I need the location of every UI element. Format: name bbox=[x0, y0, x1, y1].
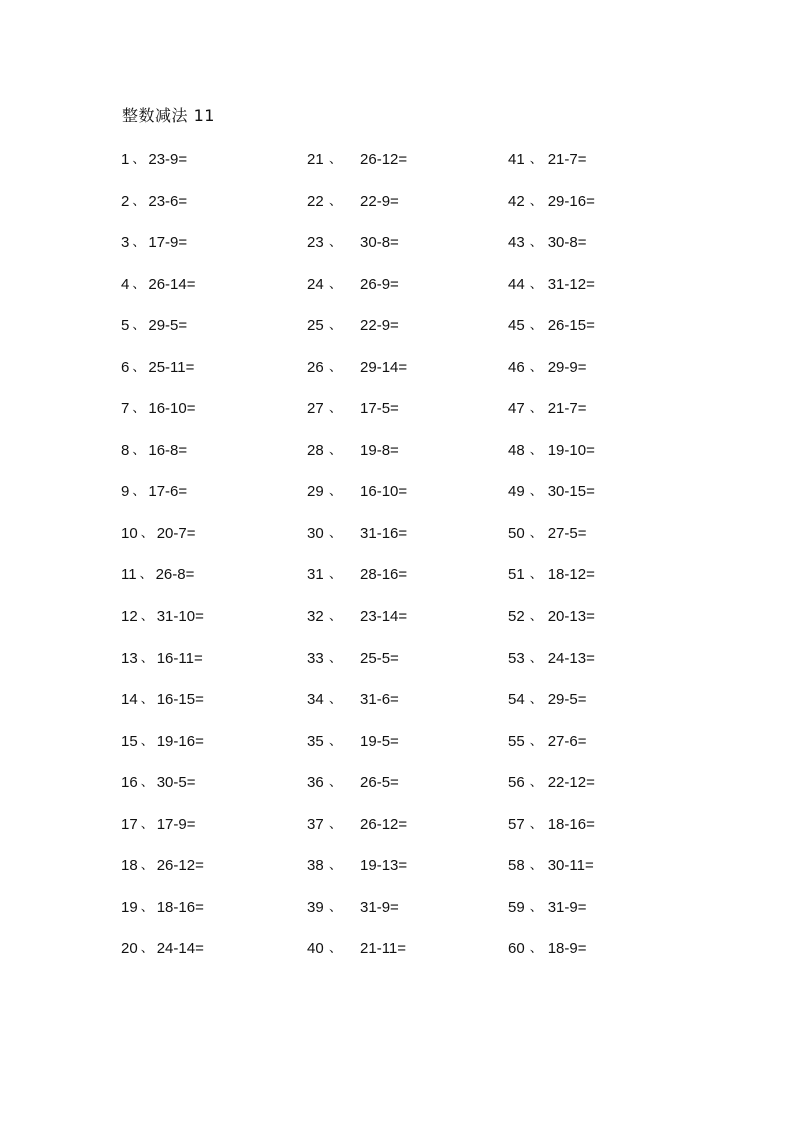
problem-item bbox=[508, 356, 595, 398]
problem-item bbox=[307, 480, 407, 522]
subtraction-expression: 26-12= bbox=[360, 815, 408, 833]
subtraction-expression: 25-11= bbox=[148, 358, 195, 376]
subtraction-expression: 20-13= bbox=[547, 608, 595, 626]
enumeration-comma: 、 bbox=[139, 567, 153, 583]
problem-item bbox=[307, 314, 407, 356]
problem-number: 46 bbox=[508, 358, 525, 376]
enumeration-comma: 、 bbox=[529, 650, 543, 666]
problem-number: 27 bbox=[307, 400, 324, 418]
problem-number: 51 bbox=[508, 566, 525, 584]
problem-number: 40 bbox=[307, 940, 324, 958]
problem-item bbox=[121, 771, 204, 813]
problem-item bbox=[121, 356, 204, 398]
subtraction-expression: 19-8= bbox=[360, 441, 399, 459]
problem-number: 48 bbox=[508, 441, 525, 459]
problem-item bbox=[121, 813, 204, 855]
enumeration-comma: 、 bbox=[529, 152, 543, 167]
enumeration-comma: 、 bbox=[329, 733, 343, 749]
problem-item bbox=[121, 480, 204, 522]
problem-item bbox=[121, 397, 204, 439]
enumeration-comma: 、 bbox=[329, 816, 343, 832]
problem-number: 45 bbox=[508, 317, 525, 335]
problem-number: 13 bbox=[121, 649, 138, 667]
subtraction-expression: 18-16= bbox=[547, 815, 595, 833]
enumeration-comma: 、 bbox=[529, 318, 543, 334]
problem-number: 30 bbox=[307, 524, 324, 542]
worksheet-title: 整数减法 11 bbox=[122, 106, 215, 125]
problem-item bbox=[307, 937, 407, 979]
subtraction-expression: 26-9= bbox=[360, 275, 399, 293]
subtraction-expression: 30-8= bbox=[360, 234, 399, 252]
problem-item bbox=[307, 813, 407, 855]
problem-item bbox=[508, 854, 595, 896]
problem-number: 14 bbox=[121, 691, 138, 709]
problem-number: 57 bbox=[508, 815, 525, 833]
problem-item bbox=[508, 730, 595, 772]
problem-item bbox=[121, 231, 204, 273]
subtraction-expression: 29-5= bbox=[547, 691, 587, 709]
problem-item bbox=[508, 563, 595, 605]
subtraction-expression: 18-16= bbox=[156, 898, 204, 916]
problem-item bbox=[307, 605, 407, 647]
enumeration-comma: 、 bbox=[329, 235, 343, 251]
subtraction-expression: 31-9= bbox=[547, 898, 587, 916]
enumeration-comma: 、 bbox=[329, 442, 343, 458]
enumeration-comma: 、 bbox=[329, 941, 343, 957]
subtraction-expression: 20-7= bbox=[156, 524, 196, 542]
problem-number: 38 bbox=[307, 857, 324, 875]
problem-item bbox=[121, 937, 204, 979]
problem-number: 18 bbox=[121, 857, 138, 875]
problem-number: 12 bbox=[121, 608, 138, 626]
problem-item bbox=[508, 647, 595, 689]
problem-item bbox=[508, 480, 595, 522]
problem-item bbox=[307, 896, 407, 938]
enumeration-comma: 、 bbox=[529, 359, 543, 375]
enumeration-comma: 、 bbox=[329, 567, 343, 583]
enumeration-comma: 、 bbox=[529, 567, 543, 583]
problem-number: 9 bbox=[121, 483, 130, 501]
problem-number: 19 bbox=[121, 898, 138, 916]
problem-number: 21 bbox=[307, 151, 324, 168]
subtraction-expression: 16-15= bbox=[156, 691, 204, 709]
problem-number: 17 bbox=[121, 815, 138, 833]
enumeration-comma: 、 bbox=[329, 609, 343, 625]
problem-number: 44 bbox=[508, 275, 525, 293]
subtraction-expression: 22-9= bbox=[360, 317, 399, 335]
enumeration-comma: 、 bbox=[529, 609, 543, 625]
enumeration-comma: 、 bbox=[132, 401, 146, 417]
enumeration-comma: 、 bbox=[329, 193, 343, 209]
enumeration-comma: 、 bbox=[132, 276, 146, 292]
problem-item bbox=[307, 439, 407, 481]
problem-item bbox=[307, 522, 407, 564]
problem-number: 33 bbox=[307, 649, 324, 667]
enumeration-comma: 、 bbox=[529, 733, 543, 749]
subtraction-expression: 19-16= bbox=[156, 732, 204, 750]
problem-number: 4 bbox=[121, 275, 130, 293]
enumeration-comma: 、 bbox=[140, 609, 154, 625]
subtraction-expression: 21-7= bbox=[547, 400, 587, 418]
subtraction-expression: 18-9= bbox=[547, 940, 587, 958]
subtraction-expression: 22-9= bbox=[360, 192, 399, 210]
problem-number: 39 bbox=[307, 898, 324, 916]
problem-column-3 bbox=[508, 148, 595, 979]
subtraction-expression: 26-14= bbox=[148, 275, 196, 293]
subtraction-expression: 27-5= bbox=[547, 524, 587, 542]
problem-item bbox=[121, 647, 204, 689]
problem-number: 23 bbox=[307, 234, 324, 252]
problem-item bbox=[307, 563, 407, 605]
problem-number: 55 bbox=[508, 732, 525, 750]
subtraction-expression: 27-6= bbox=[547, 732, 587, 750]
enumeration-comma: 、 bbox=[132, 193, 146, 209]
enumeration-comma: 、 bbox=[132, 318, 146, 334]
problem-item bbox=[508, 522, 595, 564]
problem-number: 35 bbox=[307, 732, 324, 750]
enumeration-comma: 、 bbox=[132, 235, 146, 251]
problem-number: 54 bbox=[508, 691, 525, 709]
problem-item bbox=[121, 854, 204, 896]
enumeration-comma: 、 bbox=[529, 276, 543, 292]
enumeration-comma: 、 bbox=[529, 941, 543, 957]
subtraction-expression: 23-14= bbox=[360, 608, 408, 626]
enumeration-comma: 、 bbox=[140, 941, 154, 957]
enumeration-comma: 、 bbox=[132, 484, 146, 500]
problem-item bbox=[121, 148, 204, 190]
subtraction-expression: 23-6= bbox=[148, 192, 188, 210]
problem-item bbox=[508, 314, 595, 356]
enumeration-comma: 、 bbox=[140, 858, 154, 874]
problem-number: 1 bbox=[121, 151, 130, 168]
problem-number: 2 bbox=[121, 192, 130, 210]
subtraction-expression: 29-9= bbox=[547, 358, 587, 376]
problem-column-1 bbox=[121, 148, 204, 979]
subtraction-expression: 29-14= bbox=[360, 358, 408, 376]
subtraction-expression: 29-5= bbox=[148, 317, 188, 335]
subtraction-expression: 26-15= bbox=[547, 317, 595, 335]
problem-number: 8 bbox=[121, 441, 130, 459]
subtraction-expression: 19-5= bbox=[360, 732, 399, 750]
problem-item bbox=[121, 896, 204, 938]
problem-item bbox=[307, 854, 407, 896]
subtraction-expression: 21-11= bbox=[360, 940, 407, 958]
enumeration-comma: 、 bbox=[329, 858, 343, 874]
problem-item bbox=[307, 688, 407, 730]
problem-number: 52 bbox=[508, 608, 525, 626]
subtraction-expression: 19-13= bbox=[360, 857, 408, 875]
enumeration-comma: 、 bbox=[529, 484, 543, 500]
problem-number: 16 bbox=[121, 774, 138, 792]
enumeration-comma: 、 bbox=[132, 359, 146, 375]
problem-number: 20 bbox=[121, 940, 138, 958]
enumeration-comma: 、 bbox=[329, 318, 343, 334]
enumeration-comma: 、 bbox=[529, 816, 543, 832]
enumeration-comma: 、 bbox=[529, 442, 543, 458]
problem-item bbox=[508, 688, 595, 730]
problem-item bbox=[508, 190, 595, 232]
enumeration-comma: 、 bbox=[132, 442, 146, 458]
problem-number: 43 bbox=[508, 234, 525, 252]
problem-item bbox=[121, 605, 204, 647]
problem-number: 47 bbox=[508, 400, 525, 418]
enumeration-comma: 、 bbox=[329, 650, 343, 666]
subtraction-expression: 16-8= bbox=[148, 441, 188, 459]
enumeration-comma: 、 bbox=[529, 193, 543, 209]
subtraction-expression: 30-15= bbox=[547, 483, 595, 501]
problem-item bbox=[121, 190, 204, 232]
problem-number: 58 bbox=[508, 857, 525, 875]
problem-item bbox=[121, 730, 204, 772]
problem-number: 32 bbox=[307, 608, 324, 626]
problem-item bbox=[307, 647, 407, 689]
problem-number: 36 bbox=[307, 774, 324, 792]
enumeration-comma: 、 bbox=[140, 733, 154, 749]
problem-item bbox=[508, 605, 595, 647]
problem-item bbox=[121, 314, 204, 356]
problem-item bbox=[121, 439, 204, 481]
subtraction-expression: 30-11= bbox=[547, 857, 594, 875]
subtraction-expression: 31-9= bbox=[360, 898, 399, 916]
problem-item bbox=[307, 148, 407, 190]
problem-number: 25 bbox=[307, 317, 324, 335]
subtraction-expression: 31-10= bbox=[156, 608, 204, 626]
enumeration-comma: 、 bbox=[140, 899, 154, 915]
subtraction-expression: 30-5= bbox=[156, 774, 196, 792]
enumeration-comma: 、 bbox=[329, 401, 343, 417]
problem-item bbox=[508, 397, 595, 439]
enumeration-comma: 、 bbox=[529, 858, 543, 874]
problem-item bbox=[508, 231, 595, 273]
subtraction-expression: 24-13= bbox=[547, 649, 595, 667]
subtraction-expression: 16-10= bbox=[148, 400, 196, 418]
problem-item bbox=[121, 563, 204, 605]
problem-number: 34 bbox=[307, 691, 324, 709]
problem-number: 49 bbox=[508, 483, 525, 501]
problem-number: 41 bbox=[508, 151, 525, 168]
problem-number: 29 bbox=[307, 483, 324, 501]
problem-number: 31 bbox=[307, 566, 324, 584]
enumeration-comma: 、 bbox=[140, 650, 154, 666]
subtraction-expression: 26-12= bbox=[156, 857, 204, 875]
enumeration-comma: 、 bbox=[329, 899, 343, 915]
subtraction-expression: 26-12= bbox=[360, 151, 408, 168]
problem-number: 15 bbox=[121, 732, 138, 750]
subtraction-expression: 30-8= bbox=[547, 234, 587, 252]
subtraction-expression: 17-6= bbox=[148, 483, 188, 501]
subtraction-expression: 31-16= bbox=[360, 524, 408, 542]
subtraction-expression: 18-12= bbox=[547, 566, 595, 584]
problem-item bbox=[508, 813, 595, 855]
subtraction-expression: 23-9= bbox=[148, 151, 188, 168]
enumeration-comma: 、 bbox=[329, 484, 343, 500]
problem-item bbox=[307, 397, 407, 439]
subtraction-expression: 31-12= bbox=[547, 275, 595, 293]
problem-number: 59 bbox=[508, 898, 525, 916]
enumeration-comma: 、 bbox=[529, 775, 543, 791]
subtraction-expression: 26-5= bbox=[360, 774, 399, 792]
enumeration-comma: 、 bbox=[529, 692, 543, 708]
problem-item bbox=[508, 937, 595, 979]
subtraction-expression: 17-9= bbox=[156, 815, 196, 833]
subtraction-expression: 31-6= bbox=[360, 691, 399, 709]
problem-item bbox=[121, 688, 204, 730]
problem-item bbox=[508, 896, 595, 938]
problem-number: 50 bbox=[508, 524, 525, 542]
problem-item bbox=[508, 771, 595, 813]
problem-number: 24 bbox=[307, 275, 324, 293]
problem-item bbox=[307, 273, 407, 315]
problem-number: 6 bbox=[121, 358, 130, 376]
problem-number: 53 bbox=[508, 649, 525, 667]
problem-item bbox=[307, 190, 407, 232]
enumeration-comma: 、 bbox=[140, 692, 154, 708]
subtraction-expression: 16-10= bbox=[360, 483, 408, 501]
subtraction-expression: 19-10= bbox=[547, 441, 595, 459]
subtraction-expression: 17-9= bbox=[148, 234, 188, 252]
enumeration-comma: 、 bbox=[329, 692, 343, 708]
problem-number: 42 bbox=[508, 192, 525, 210]
problem-number: 37 bbox=[307, 815, 324, 833]
subtraction-expression: 28-16= bbox=[360, 566, 408, 584]
problem-item bbox=[307, 771, 407, 813]
problem-number: 26 bbox=[307, 358, 324, 376]
problem-item bbox=[508, 273, 595, 315]
problem-item bbox=[508, 148, 595, 190]
enumeration-comma: 、 bbox=[140, 525, 154, 541]
enumeration-comma: 、 bbox=[529, 899, 543, 915]
problem-item bbox=[121, 273, 204, 315]
problem-number: 28 bbox=[307, 441, 324, 459]
subtraction-expression: 26-8= bbox=[155, 566, 195, 584]
problem-number: 10 bbox=[121, 524, 138, 542]
problem-number: 5 bbox=[121, 317, 130, 335]
subtraction-expression: 17-5= bbox=[360, 400, 399, 418]
enumeration-comma: 、 bbox=[329, 775, 343, 791]
subtraction-expression: 22-12= bbox=[547, 774, 595, 792]
enumeration-comma: 、 bbox=[329, 525, 343, 541]
subtraction-expression: 21-7= bbox=[547, 151, 587, 168]
enumeration-comma: 、 bbox=[329, 359, 343, 375]
subtraction-expression: 29-16= bbox=[547, 192, 595, 210]
enumeration-comma: 、 bbox=[140, 816, 154, 832]
problem-item bbox=[307, 730, 407, 772]
enumeration-comma: 、 bbox=[132, 152, 146, 167]
problem-number: 22 bbox=[307, 192, 324, 210]
enumeration-comma: 、 bbox=[329, 276, 343, 292]
problem-number: 7 bbox=[121, 400, 130, 418]
problem-item bbox=[307, 231, 407, 273]
enumeration-comma: 、 bbox=[529, 401, 543, 417]
subtraction-expression: 24-14= bbox=[156, 940, 204, 958]
problem-item bbox=[121, 522, 204, 564]
enumeration-comma: 、 bbox=[529, 525, 543, 541]
enumeration-comma: 、 bbox=[329, 152, 343, 167]
subtraction-expression: 16-11= bbox=[156, 649, 203, 667]
problem-number: 3 bbox=[121, 234, 130, 252]
problem-column-2 bbox=[307, 148, 407, 979]
subtraction-expression: 25-5= bbox=[360, 649, 399, 667]
enumeration-comma: 、 bbox=[140, 775, 154, 791]
problem-number: 11 bbox=[121, 566, 137, 584]
problem-number: 60 bbox=[508, 940, 525, 958]
enumeration-comma: 、 bbox=[529, 235, 543, 251]
problem-number: 56 bbox=[508, 774, 525, 792]
problem-item bbox=[307, 356, 407, 398]
problem-item bbox=[508, 439, 595, 481]
